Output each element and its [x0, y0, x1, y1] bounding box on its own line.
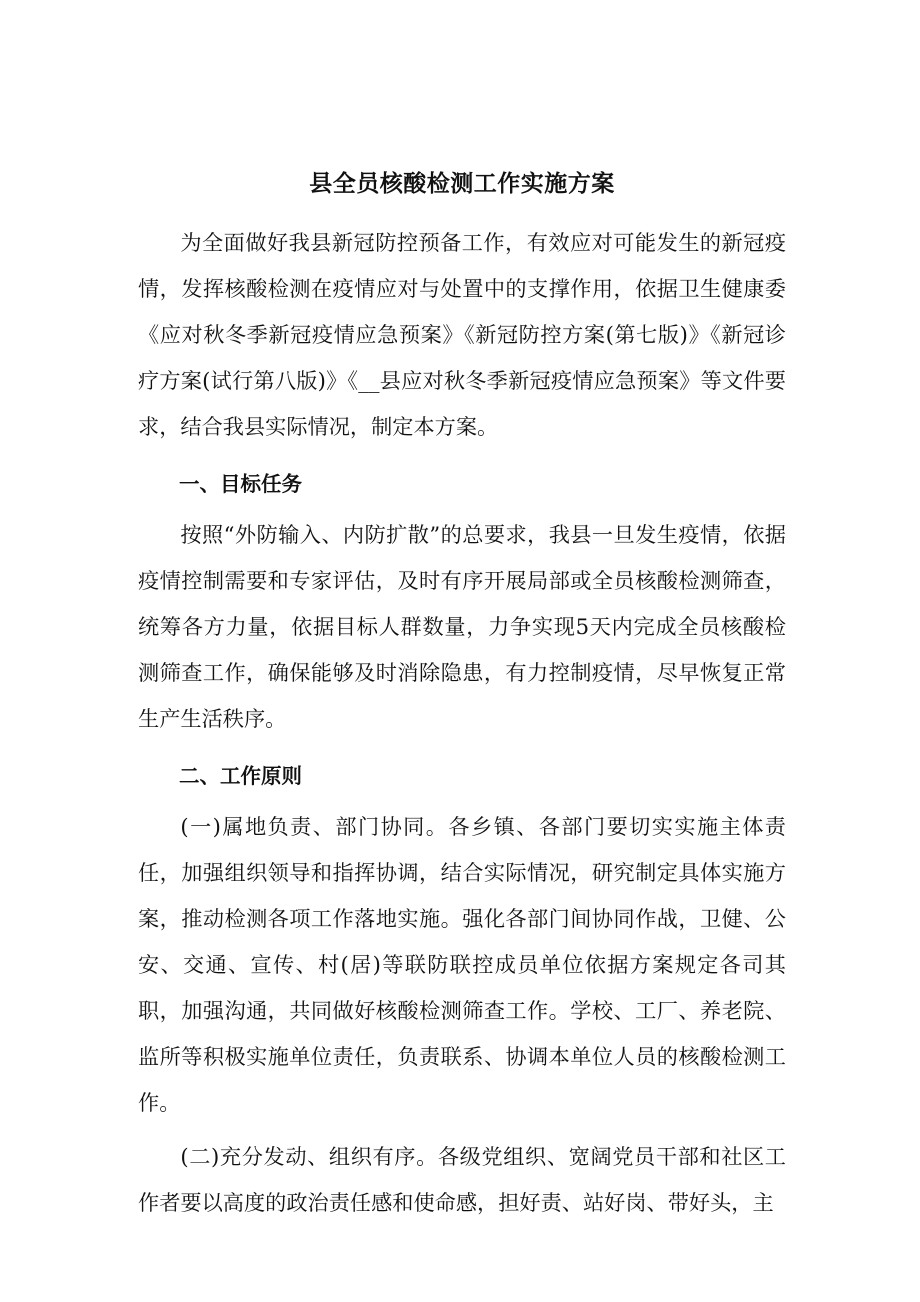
section-heading-principles: 二、工作原则: [179, 764, 302, 788]
document-title: 县全员核酸检测工作实施方案: [309, 171, 615, 197]
principle-item-2: (二)充分发动、组织有序。各级党组织、宽阔党员干部和社区工作者要以高度的政治责任感和使命感，担好责、站好岗、带好头，主: [138, 1144, 786, 1215]
principle-item-1: (一)属地负责、部门协同。各乡镇、各部门要切实实施主体责任，加强组织领导和指挥协调，结合实际情况，研究制定具体实施方案，推动检测各项工作落地实施。强化各部门间协同作战，卫健、公安、交通、宣传、村(居)等联防联控成员单位依据方案规定各司其职，加强沟通，共同做好核酸检测筛查工作。学校、工厂、养老院、监所等积极实施单位责任，负责联系、协调本单位人员的核酸检测工作。: [138, 814, 786, 1115]
goals-paragraph: 按照“外防输入、内防扩散”的总要求，我县一旦发生疫情，依据疫情控制需要和专家评估，及时有序开展局部或全员核酸检测筛查，统筹各方力量，依据目标人群数量，力争实现5天内完成全员核酸检测筛查工作，确保能够及时消除隐患，有力控制疫情，尽早恢复正常生产生活秩序。: [138, 522, 786, 731]
intro-paragraph: 为全面做好我县新冠防控预备工作，有效应对可能发生的新冠疫情，发挥核酸检测在疫情应对与处置中的支撑作用，依据卫生健康委《应对秋冬季新冠疫情应急预案》《新冠防控方案(第七版)》《新冠诊疗方案(试行第八版)》《__县应对秋冬季新冠疫情应急预案》等文件要求，结合我县实际情况，制定本方案。: [138, 230, 786, 439]
section-heading-goals: 一、目标任务: [179, 472, 302, 496]
document-body: [138, 162, 786, 1234]
